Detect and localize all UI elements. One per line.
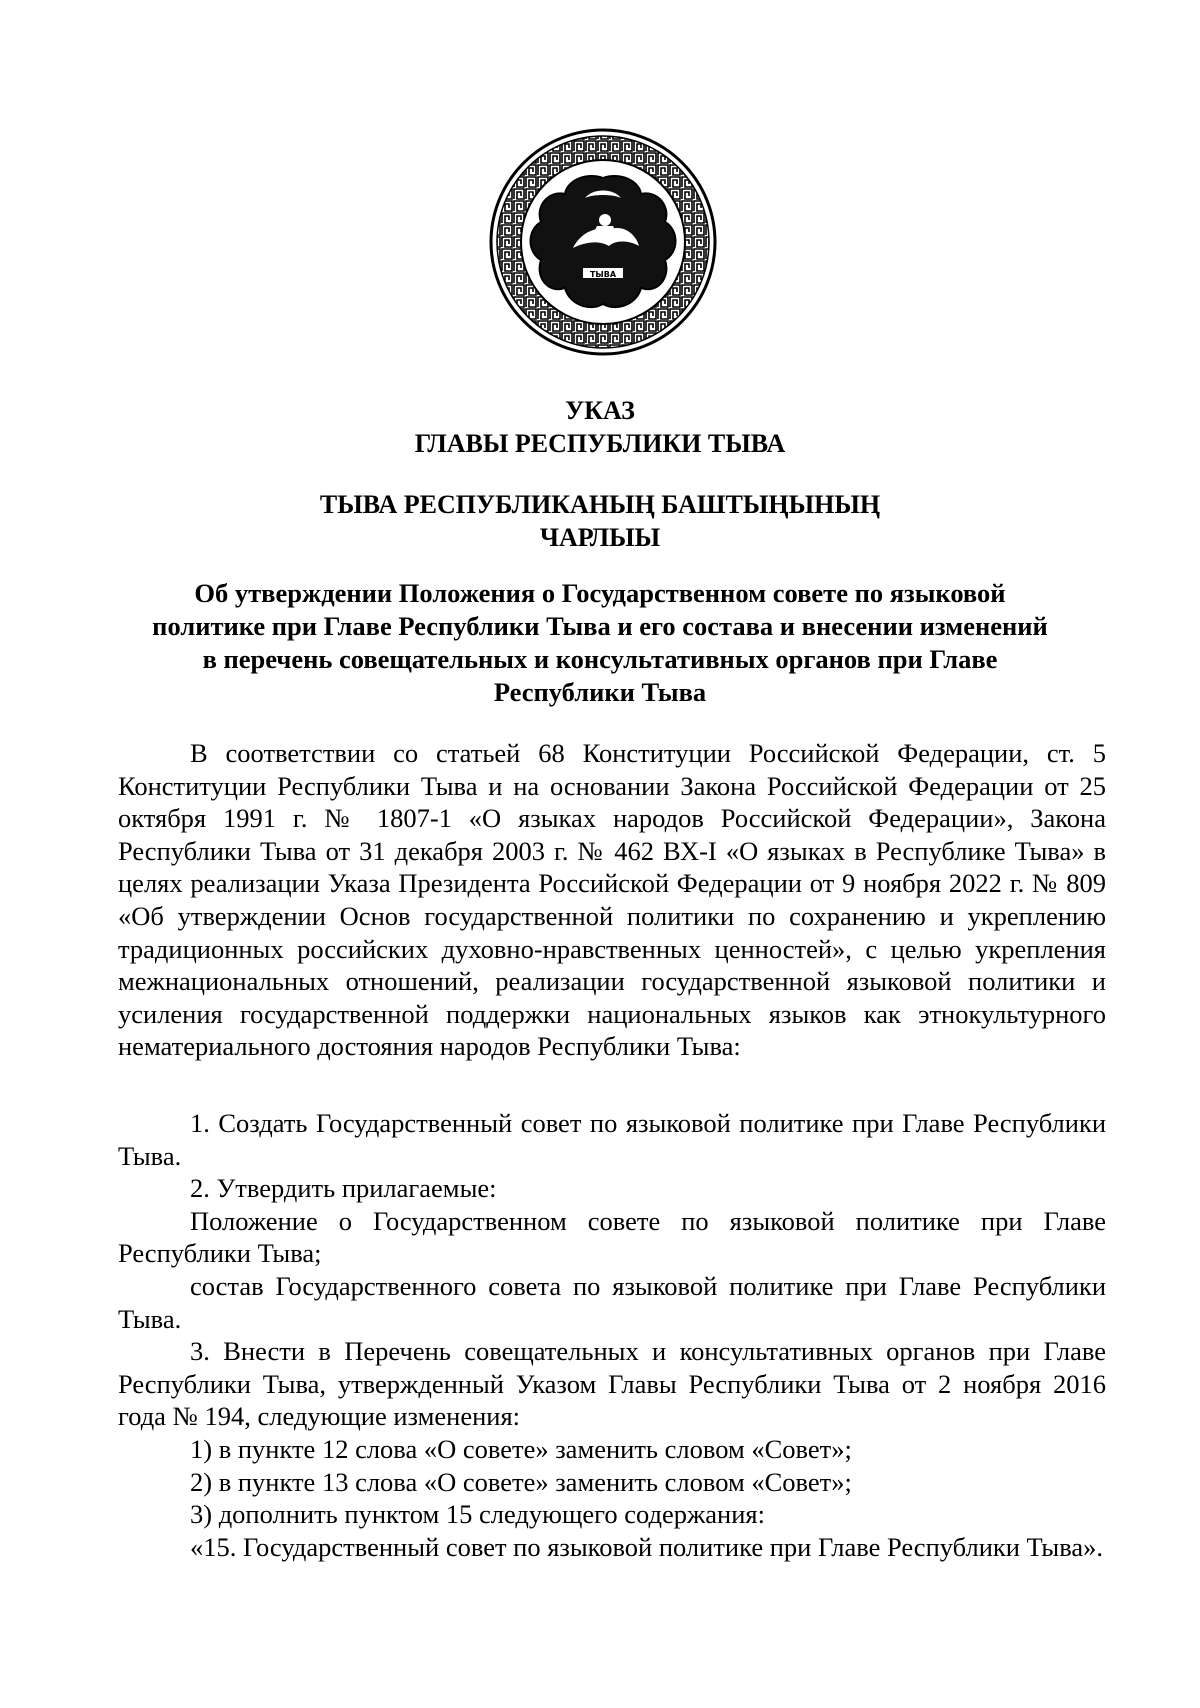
decree-header-tuvan xyxy=(0,488,1200,554)
point-paragraph: состав Государственного совета по языковой политике при Главе Республики Тыва. xyxy=(118,1270,1106,1334)
point-paragraph: 2. Утвердить прилагаемые: xyxy=(190,1173,497,1204)
point-paragraph: 1. Создать Государственный совет по языковой политике при Главе Республики Тыва. xyxy=(118,1108,1106,1171)
point-paragraph: «15. Государственный совет по языковой политике при Главе Республики Тыва». xyxy=(190,1531,1104,1562)
decree-header-line: ЧАРЛЫЫ xyxy=(539,523,661,552)
point-paragraph: 2) в пункте 13 слова «О совете» заменить словом «Совет»; xyxy=(190,1466,852,1497)
decree-header-line: ТЫВА РЕСПУБЛИКАНЫҢ БАШТЫҢЫНЫҢ xyxy=(319,490,881,519)
tuva-emblem-icon xyxy=(489,128,717,356)
decree-title-line: в перечень совещательных и консультативных органов при Главе xyxy=(202,644,998,674)
decree-title-line: Республики Тыва xyxy=(493,677,707,707)
decree-title-line: Об утверждении Положения о Государственном совете по языковой xyxy=(194,578,1006,608)
decree-title xyxy=(0,577,1200,709)
point-paragraph: 1) в пункте 12 слова «О совете» заменить словом «Совет»; xyxy=(190,1433,852,1464)
decree-header-line: УКАЗ xyxy=(565,396,635,425)
point-paragraph: Положение о Государственном совете по языковой политике при Главе Республики Тыва; xyxy=(118,1205,1106,1269)
preamble-paragraph: В соответствии со статьей 68 Конституции Российской Федерации, ст. 5 Конституции Республики Тыва и на основании Закона Российской Федерации от 25 октября 1991 г. № 1807-1 «О языках народов Российской Федерации», Закона Республики Тыва от 31 декабря 2003 г. № 462 ВХ-I «О языках в Республике Тыва» в целях реализации Указа Президента Российской Федерации от 9 ноября 2022 г. № 809 «Об утверждении Основ государственной политики по сохранению и укреплению традиционных российских духовно-нравственных ценностей», с целью укрепления межнациональных отношений, реализации государственной языковой политики и усиления государственной поддержки национальных языков как этнокультурного нематериального достояния народов Республики Тыва: xyxy=(118,738,1106,1062)
decree-header xyxy=(0,394,1200,460)
decree-points xyxy=(118,1107,1106,1563)
decree-title-line: политике при Главе Республики Тыва и его состава и внесении изменений xyxy=(152,611,1048,641)
point-paragraph: 3. Внести в Перечень совещательных и консультативных органов при Главе Республики Тыва, утвержденный Указом Главы Республики Тыва от 2 ноября 2016 года № 194, следующие изменения: xyxy=(118,1336,1106,1432)
svg-text:ТЫВА: ТЫВА xyxy=(589,270,617,279)
decree-header-line: ГЛАВЫ РЕСПУБЛИКИ ТЫВА xyxy=(414,429,786,458)
preamble-block xyxy=(118,737,1106,1063)
point-paragraph: 3) дополнить пунктом 15 следующего содержания: xyxy=(190,1499,765,1530)
